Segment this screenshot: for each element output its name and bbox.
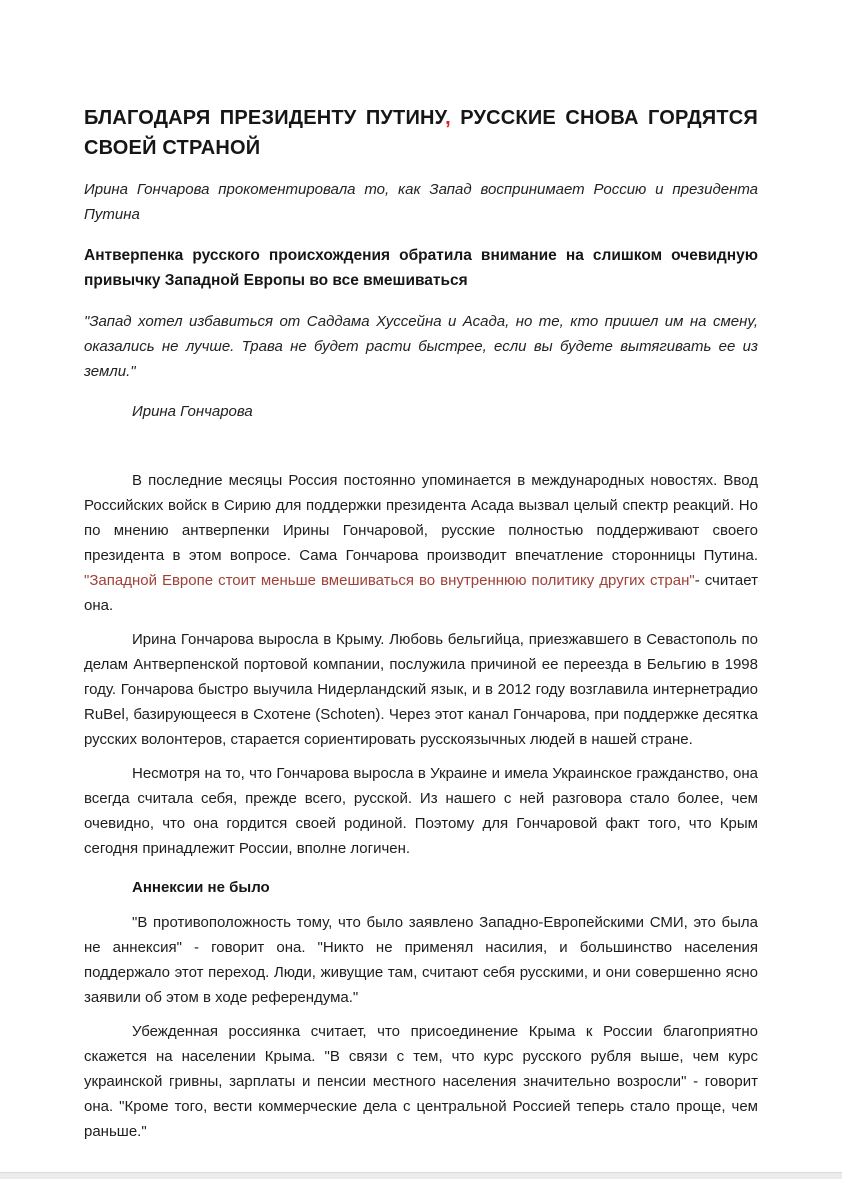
article-title-text-before-comma: БЛАГОДАРЯ ПРЕЗИДЕНТУ ПУТИНУ — [84, 107, 446, 130]
quote-attribution: Ирина Гончарова — [132, 402, 253, 420]
article-title-red-comma: , — [445, 107, 451, 130]
paragraph-1-text-before-quote: В последние месяцы Россия постоянно упоминается в международных новостях. Ввод Российских войск в Сирию для поддержки президента Асада вызвал целый спектр реакций. Но по мнению антверпенки Ирины Гончаровой, русские полностью поддерживают своего президента в этом вопросе. Сама Гончарова производит впечатление сторонницы Путина. — [84, 471, 758, 564]
article-title — [84, 103, 758, 163]
paragraph-1-red-quote: "Западной Европе стоит меньше вмешиваться во внутреннюю политику других стран" — [84, 571, 695, 589]
article-deck: Антверпенка русского происхождения обратила внимание на слишком очевидную привычку Западной Европы во все вмешиваться — [84, 247, 758, 290]
article-lede: Ирина Гончарова прокоментировала то, как Запад воспринимает Россию и президента Путина — [84, 181, 758, 224]
paragraph-2: Ирина Гончарова выросла в Крыму. Любовь бельгийца, приезжавшего в Севастополь по делам Антверпенской портовой компании, послужила причиной ее переезда в Бельгию в 1998 году. Гончарова быстро выучила Нидерландский язык, и в 2012 году возглавила интернетрадио RuBel, базирующееся в Схотене (Schoten). Через этот канал Гончарова, при поддержке десятка русских волонтеров, старается сориентировать русскоязычных людей в нашей стране. — [84, 630, 758, 748]
pull-quote: "Запад хотел избавиться от Саддама Хуссейна и Асада, но те, кто пришел им на смену, оказались не лучше. Трава не будет расти быстрее, если вы будете вытягивать ее из земли." — [84, 312, 758, 380]
page-bottom-edge — [0, 1172, 842, 1179]
section-subheading: Аннексии не было — [132, 878, 270, 896]
article-title-text-after-comma: РУССКИЕ СНОВА ГОРДЯТСЯ СВОЕЙ СТРАНОЙ — [84, 107, 758, 160]
paragraph-5: Убежденная россиянка считает, что присоединение Крыма к России благоприятно скажется на населении Крыма. "В связи с тем, что курс русского рубля выше, чем курс украинской гривны, зарплаты и пенсии местного населения значительно возросли" - говорит она. "Кроме того, вести коммерческие дела с центральной Россией теперь стало проще, чем раньше." — [84, 1022, 758, 1140]
paragraph-1 — [84, 468, 758, 618]
paragraph-3: Несмотря на то, что Гончарова выросла в Украине и имела Украинское гражданство, она всегда считала себя, прежде всего, русской. Из нашего с ней разговора стало более, чем очевидно, что она гордится своей родиной. Поэтому для Гончаровой факт того, что Крым сегодня принадлежит России, вполне логичен. — [84, 764, 758, 857]
paragraph-1-text-after-quote: - считает она. — [84, 571, 758, 614]
paragraph-4: "В противоположность тому, что было заявлено Западно-Европейскими СМИ, это была не аннексия" - говорит она. "Никто не применял насилия, и большинство населения поддержало этот переход. Люди, живущие там, считают себя русскими, и они совершенно ясно заявили об этом в ходе референдума." — [84, 913, 758, 1006]
